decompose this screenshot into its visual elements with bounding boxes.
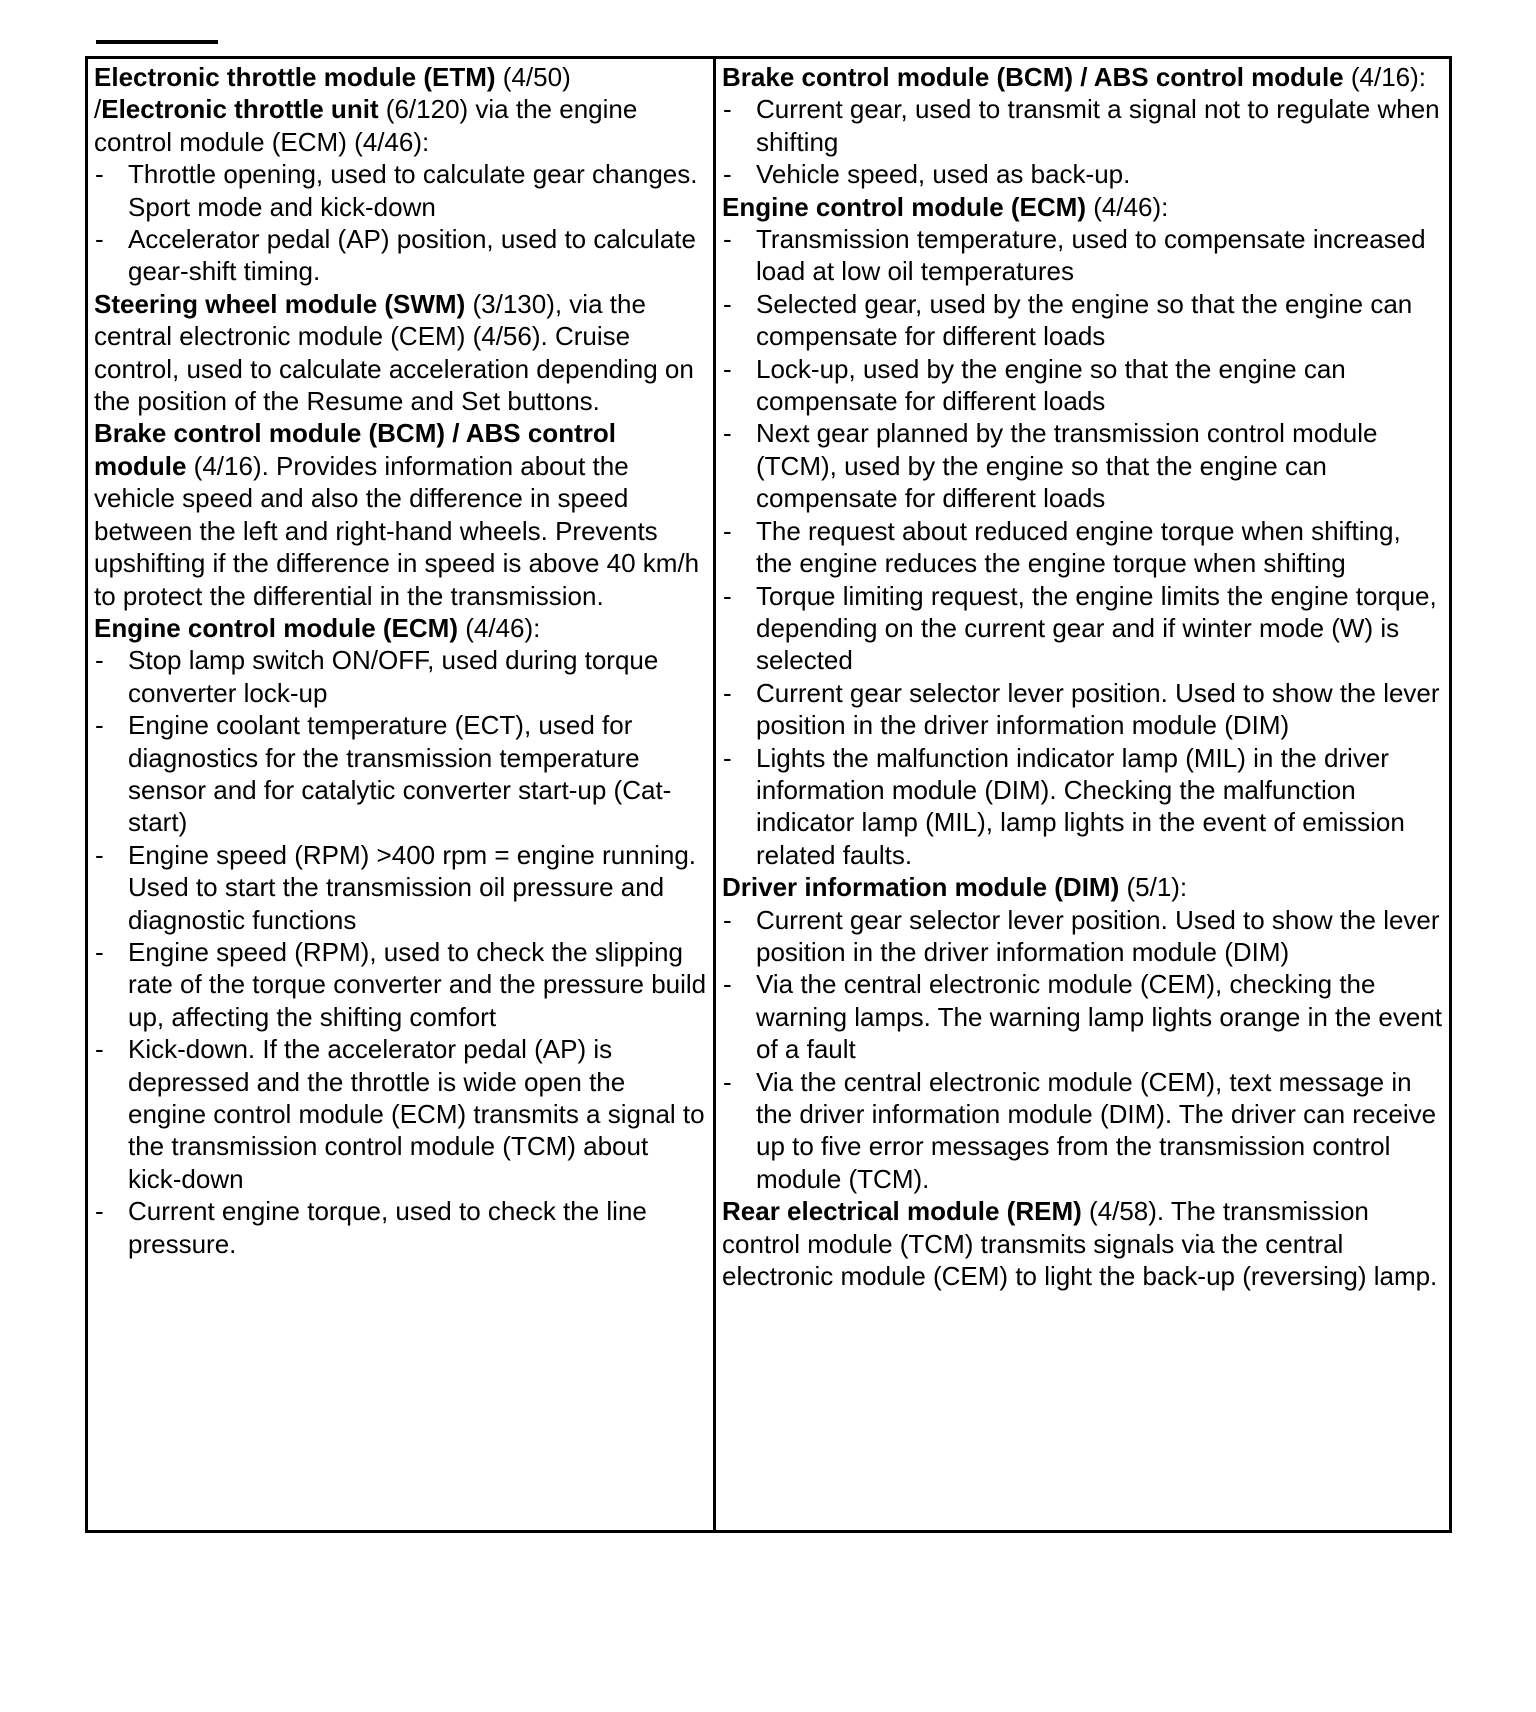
list-item-text: [128, 937, 706, 1032]
module-heading-text: Rear electrical module (REM): [722, 1196, 1082, 1227]
module-heading-text: Electronic throttle module (ETM): [94, 62, 496, 92]
list-item-dash: -: [95, 645, 104, 676]
list-item-text: [756, 905, 1440, 967]
list-item-dash: -: [723, 677, 732, 708]
list-item-text: [756, 1067, 1436, 1194]
body-text: Lock-up, used by the engine so that the engine can compensate for different loads: [756, 353, 1346, 417]
module-heading-text: Engine control module (ECM): [722, 191, 1086, 222]
body-text: The request about reduced engine torque when shifting, the engine reduces the engine torque when shifting: [756, 515, 1401, 579]
list-item-text: [128, 159, 698, 221]
list-item-dash: -: [723, 159, 732, 190]
list-item-dash: -: [723, 94, 732, 125]
body-text: Accelerator pedal (AP) position, used to calculate gear-shift timing.: [128, 224, 696, 287]
list-item: [94, 644, 707, 709]
module-heading-text: Brake control module (BCM) / ABS control module: [722, 62, 1344, 92]
list-item: [722, 515, 1443, 580]
list-item: [722, 1066, 1443, 1196]
list-item: [722, 288, 1443, 353]
list-item-text: [756, 516, 1401, 578]
body-text: Via the central electronic module (CEM), checking the warning lamps. The warning lamp lights orange in the event of a fault: [756, 969, 1443, 1065]
body-text: (4/50) /: [94, 62, 571, 125]
body-text: Selected gear, used by the engine so that the engine can compensate for different loads: [756, 288, 1413, 352]
list-item-dash: -: [95, 1034, 104, 1065]
body-text: Current gear, used to transmit a signal not to regulate when shifting: [756, 94, 1440, 157]
list-item-text: [756, 418, 1377, 513]
list-item-text: [128, 840, 696, 935]
list-item-text: [128, 710, 671, 837]
body-text: (3/130), via the central electronic module (CEM) (4/56). Cruise control, used to calculate acceleration depending on the position of the Resume and Set buttons.: [94, 288, 694, 417]
list-item-text: [756, 581, 1437, 676]
module-heading-text: Steering wheel module (SWM): [94, 288, 466, 319]
module-heading-text: Electronic throttle unit: [101, 94, 379, 125]
body-text: (4/16):: [1343, 62, 1427, 92]
body-text: Current gear selector lever position. Used to show the lever position in the driver information module (DIM): [756, 904, 1440, 967]
scan-artifact-line: [96, 40, 218, 44]
body-text: Transmission temperature, used to compensate increased load at low oil temperatures: [756, 224, 1426, 287]
list-item-dash: -: [723, 1066, 732, 1097]
list-item-dash: -: [95, 224, 104, 255]
list-item: [722, 417, 1443, 514]
body-text: Stop lamp switch ON/OFF, used during torque converter lock-up: [128, 645, 659, 708]
list-item-dash: -: [723, 742, 732, 773]
list-item-text: [756, 159, 1130, 189]
table-cell-left: [88, 59, 713, 1530]
list-item-dash: -: [95, 159, 104, 190]
list-item-dash: -: [723, 288, 732, 319]
module-heading-text: Driver information module (DIM): [722, 872, 1120, 903]
paragraph: [94, 417, 707, 611]
list-item-text: [128, 645, 658, 707]
body-text: Vehicle speed, used as back-up.: [756, 159, 1131, 190]
body-text: (4/16). Provides information about the vehicle speed and also the difference in speed between the left and right-hand wheels. Prevents upshifting if the difference in speed is above 40 km/h to protect the differential in the transmission.: [94, 450, 700, 611]
body-text: Next gear planned by the transmission control module (TCM), used by the engine so that the engine can compensate for different loads: [756, 418, 1378, 514]
list-item: [722, 968, 1443, 1065]
list-item-text: [128, 224, 696, 286]
body-text: Current gear selector lever position. Used to show the lever position in the driver information module (DIM): [756, 677, 1440, 741]
list-item: [722, 353, 1443, 418]
body-text: Engine speed (RPM), used to check the slipping rate of the torque converter and the pressure build up, affecting the shifting comfort: [128, 936, 707, 1032]
list-item-dash: -: [723, 353, 732, 384]
body-text: Current engine torque, used to check the line pressure.: [128, 1196, 647, 1259]
body-text: Lights the malfunction indicator lamp (MIL) in the driver information module (DIM). Checking the malfunction indicator lamp (MIL), lamp lights in the event of emission related faults.: [756, 742, 1405, 870]
list-item-dash: -: [95, 1196, 104, 1227]
paragraph: [722, 1195, 1443, 1292]
list-item-dash: -: [723, 418, 732, 449]
list-item: [94, 1033, 707, 1195]
list-item-text: [756, 289, 1412, 351]
body-text: (4/58). The transmission control module (TCM) transmits signals via the central electronic module (CEM) to light the back-up (reversing) lamp.: [722, 1196, 1438, 1292]
list-item: [94, 709, 707, 839]
list-item-dash: -: [723, 224, 732, 255]
body-text: Throttle opening, used to calculate gear changes. Sport mode and kick-down: [128, 159, 698, 222]
body-text: Via the central electronic module (CEM), text message in the driver information module (DIM). The driver can receive up to five error messages from the transmission control module (TCM).: [756, 1066, 1437, 1194]
table-cell-right: [713, 59, 1449, 1530]
list-item-dash: -: [723, 904, 732, 935]
list-item-dash: -: [723, 969, 732, 1000]
module-heading-text: Brake control module (BCM) / ABS control module: [94, 418, 616, 481]
list-item-dash: -: [723, 515, 732, 546]
list-item: [722, 158, 1443, 190]
list-item-text: [756, 94, 1440, 156]
body-text: (4/46):: [1086, 191, 1169, 222]
body-text: Engine speed (RPM) >400 rpm = engine running. Used to start the transmission oil pressure and diagnostic functions: [128, 839, 697, 935]
paragraph: [94, 288, 707, 418]
body-text: Engine coolant temperature (ECT), used for diagnostics for the transmission temperature sensor and for catalytic converter start-up (Cat-start): [128, 710, 672, 838]
list-item-text: [128, 1034, 705, 1194]
list-item-text: [756, 678, 1440, 740]
module-signals-table: [85, 56, 1452, 1533]
paragraph: [722, 191, 1443, 223]
body-text: Torque limiting request, the engine limits the engine torque, depending on the current gear and if winter mode (W) is selected: [756, 580, 1437, 676]
list-item: [94, 1195, 707, 1260]
body-text: (5/1):: [1119, 872, 1188, 903]
paragraph: [94, 61, 707, 158]
list-item: [94, 936, 707, 1033]
list-item-text: [128, 1196, 647, 1258]
list-item: [94, 223, 707, 288]
body-text: (4/46):: [458, 612, 541, 643]
paragraph: [94, 612, 707, 644]
list-item-text: [756, 354, 1346, 416]
list-item-text: [756, 743, 1405, 870]
list-item: [722, 904, 1443, 969]
list-item-text: [756, 224, 1426, 286]
list-item: [722, 93, 1443, 158]
list-item: [722, 580, 1443, 677]
paragraph: [722, 871, 1443, 903]
list-item-text: [756, 969, 1442, 1064]
body-text: (6/120) via the engine control module (ECM) (4/46):: [94, 94, 638, 157]
list-item: [94, 158, 707, 223]
paragraph: [722, 61, 1443, 93]
list-item: [722, 677, 1443, 742]
list-item: [722, 742, 1443, 872]
list-item-dash: -: [95, 936, 104, 967]
list-item-dash: -: [95, 710, 104, 741]
list-item: [94, 839, 707, 936]
list-item: [722, 223, 1443, 288]
list-item-dash: -: [723, 580, 732, 611]
module-heading-text: Engine control module (ECM): [94, 612, 458, 643]
list-item-dash: -: [95, 839, 104, 870]
body-text: Kick-down. If the accelerator pedal (AP) is depressed and the throttle is wide open the engine control module (ECM) transmits a signal to the transmission control module (TCM) about kick-down: [128, 1034, 705, 1194]
